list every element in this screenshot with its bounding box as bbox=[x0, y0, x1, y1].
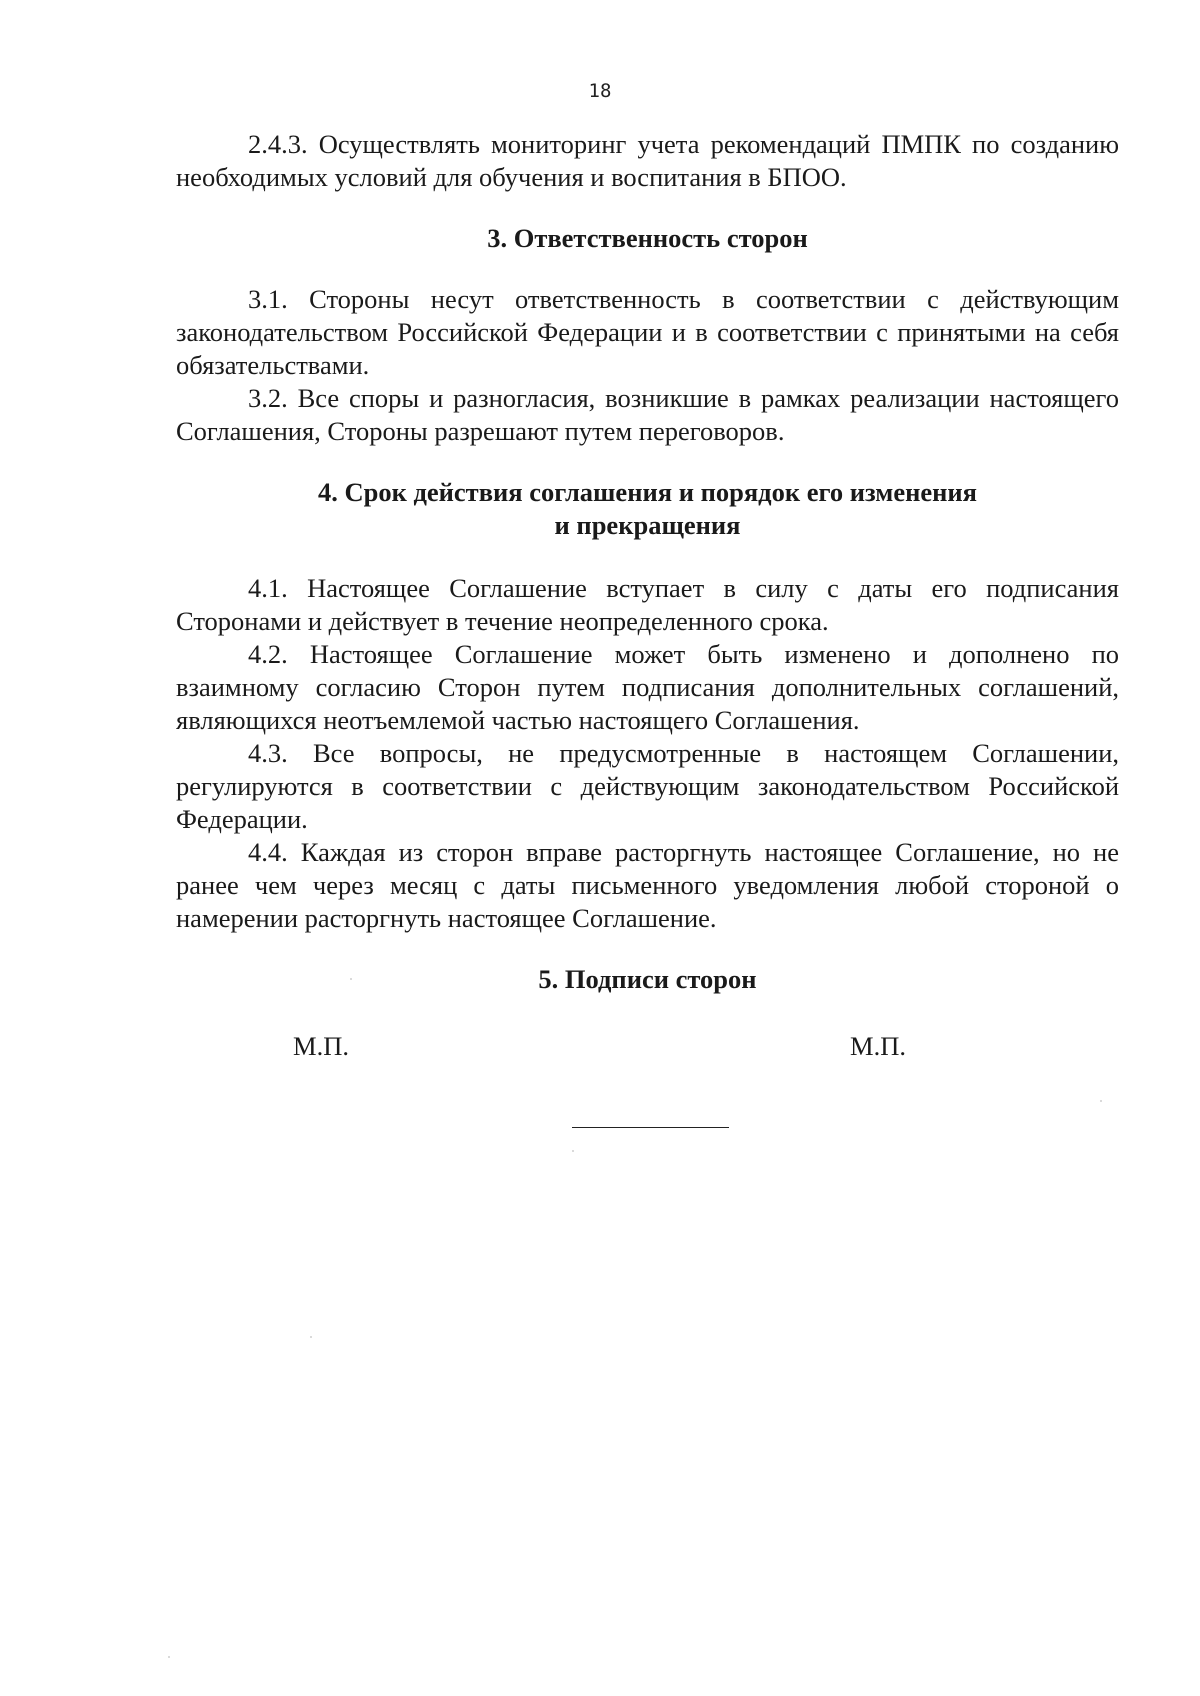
scan-speck bbox=[350, 978, 352, 980]
section-4-heading bbox=[176, 476, 1119, 542]
paragraph-2-4-3: 2.4.3. Осуществлять мониторинг учета рекомендаций ПМПК по созданию необходимых условий для обучения и воспитания в БПОО. bbox=[176, 129, 1119, 192]
scan-speck bbox=[572, 1150, 574, 1152]
paragraph-4-4: 4.4. Каждая из сторон вправе расторгнуть настоящее Соглашение, но не ранее чем через месяц с даты письменного уведомления любой стороной о намерении расторгнуть настоящее Соглашение. bbox=[176, 837, 1119, 933]
paragraph-3-2: 3.2. Все споры и разногласия, возникшие в рамках реализации настоящего Соглашения, Стороны разрешают путем переговоров. bbox=[176, 383, 1119, 446]
stamp-right: М.П. bbox=[850, 1031, 906, 1061]
section-3-heading: 3. Ответственность сторон bbox=[487, 223, 808, 253]
scan-speck bbox=[168, 1656, 170, 1658]
page-number: 18 bbox=[588, 80, 612, 102]
paragraph-4-2: 4.2. Настоящее Соглашение может быть изменено и дополнено по взаимному согласию Сторон путем подписания дополнительных соглашений, являющихся неотъемлемой частью настоящего Соглашения. bbox=[176, 639, 1119, 735]
scan-speck bbox=[1100, 1100, 1102, 1102]
document-body bbox=[176, 128, 1119, 1076]
section-4-heading-line-1: 4. Срок действия соглашения и порядок его изменения bbox=[317, 477, 978, 507]
scan-speck bbox=[310, 1336, 312, 1338]
signature-stamps bbox=[176, 1016, 1119, 1076]
end-of-document-rule bbox=[572, 1127, 729, 1128]
section-5-heading: 5. Подписи сторон bbox=[538, 964, 757, 994]
section-4-heading-line-2: и прекращения bbox=[554, 510, 741, 540]
paragraph-3-1: 3.1. Стороны несут ответственность в соответствии с действующим законодательством Российской Федерации и в соответствии с принятыми на себя обязательствами. bbox=[176, 284, 1119, 380]
stamp-left: М.П. bbox=[293, 1031, 349, 1061]
paragraph-4-1: 4.1. Настоящее Соглашение вступает в силу с даты его подписания Сторонами и действует в течение неопределенного срока. bbox=[176, 573, 1119, 636]
paragraph-4-3: 4.3. Все вопросы, не предусмотренные в настоящем Соглашении, регулируются в соответствии с действующим законодательством Российской Федерации. bbox=[176, 738, 1119, 834]
